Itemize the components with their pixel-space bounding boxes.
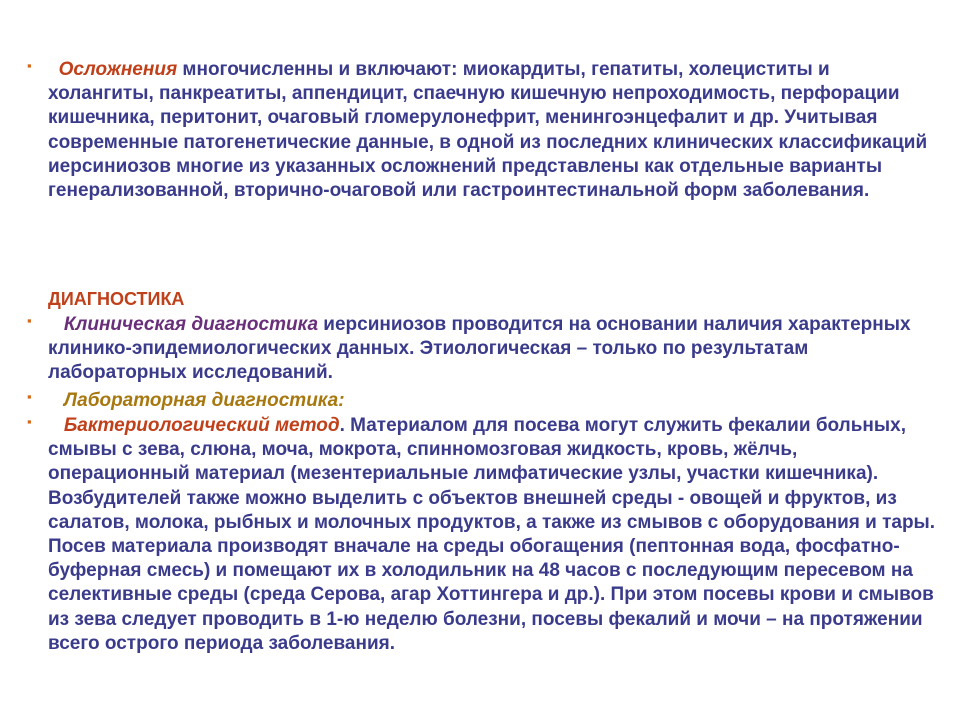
bullet-marker: ▪ — [27, 414, 32, 429]
text-bacteriological-method: . Материалом для посева могут служить фекалии больных, смывы с зева, слюна, моча, мокрота, спинномозговая жидкость, кровь, жёлчь, операционный материал (мезентериальные лимфатические узлы, участки кишечника). Возбудителей также можно выделить с объектов внешней среды - овощей и фруктов, из салатов, молока, рыбных и молочных продуктов, а также из смывов с оборудования и тары. Посев материала производят вначале на среды обогащения (пептонная вода, фосфатно-буферная смесь) и помещают их в холодильник на 48 часов с последующим пересевом на селективные среды (среда Серова, агар Хоттингера и др.). При этом посевы крови и смывов из зева следует проводить в 1-ю неделю болезни, посевы фекалий и мочи – на протяжении всего острого периода заболевания. — [48, 415, 936, 654]
text-clinical-diagnostics: иерсиниозов проводится на основании наличия характерных клинико-эпидемиологических данных. Этиологическая – только по результатам лабораторных исследований. — [48, 314, 911, 384]
paragraph-clinical-diagnostics — [48, 313, 938, 386]
lead-lab-diagnostics: Лабораторная диагностика: — [63, 390, 345, 411]
bullet-marker: ▪ — [27, 313, 32, 328]
bullet-marker: ▪ — [27, 389, 32, 404]
lead-clinical-diagnostics: Клиническая диагностика — [63, 314, 319, 335]
lead-bacteriological-method: Бактериологический метод — [63, 415, 340, 436]
bullet-marker: ▪ — [27, 58, 32, 73]
lead-complications: Осложнения — [58, 59, 178, 80]
text-complications: многочисленны и включают: миокардиты, гепатиты, холециститы и холангиты, панкреатиты, аппендицит, спаечную кишечную непроходимость, перфорации кишечника, перитонит, очаговый гломерулонефрит, менингоэнцефалит и др. Учитывая современные патогенетические данные, в одной из последних клинических классификаций иерсиниозов многие из указанных осложнений представлены как отдельные варианты генерализованной, вторично-очаговой или гастроинтестинальной форм заболевания. — [48, 59, 928, 202]
heading-diagnostics: ДИАГНОСТИКА — [48, 289, 185, 309]
paragraph-complications — [48, 58, 938, 203]
paragraph-lab-diagnostics — [48, 389, 938, 413]
paragraph-bacteriological-method — [48, 414, 938, 656]
